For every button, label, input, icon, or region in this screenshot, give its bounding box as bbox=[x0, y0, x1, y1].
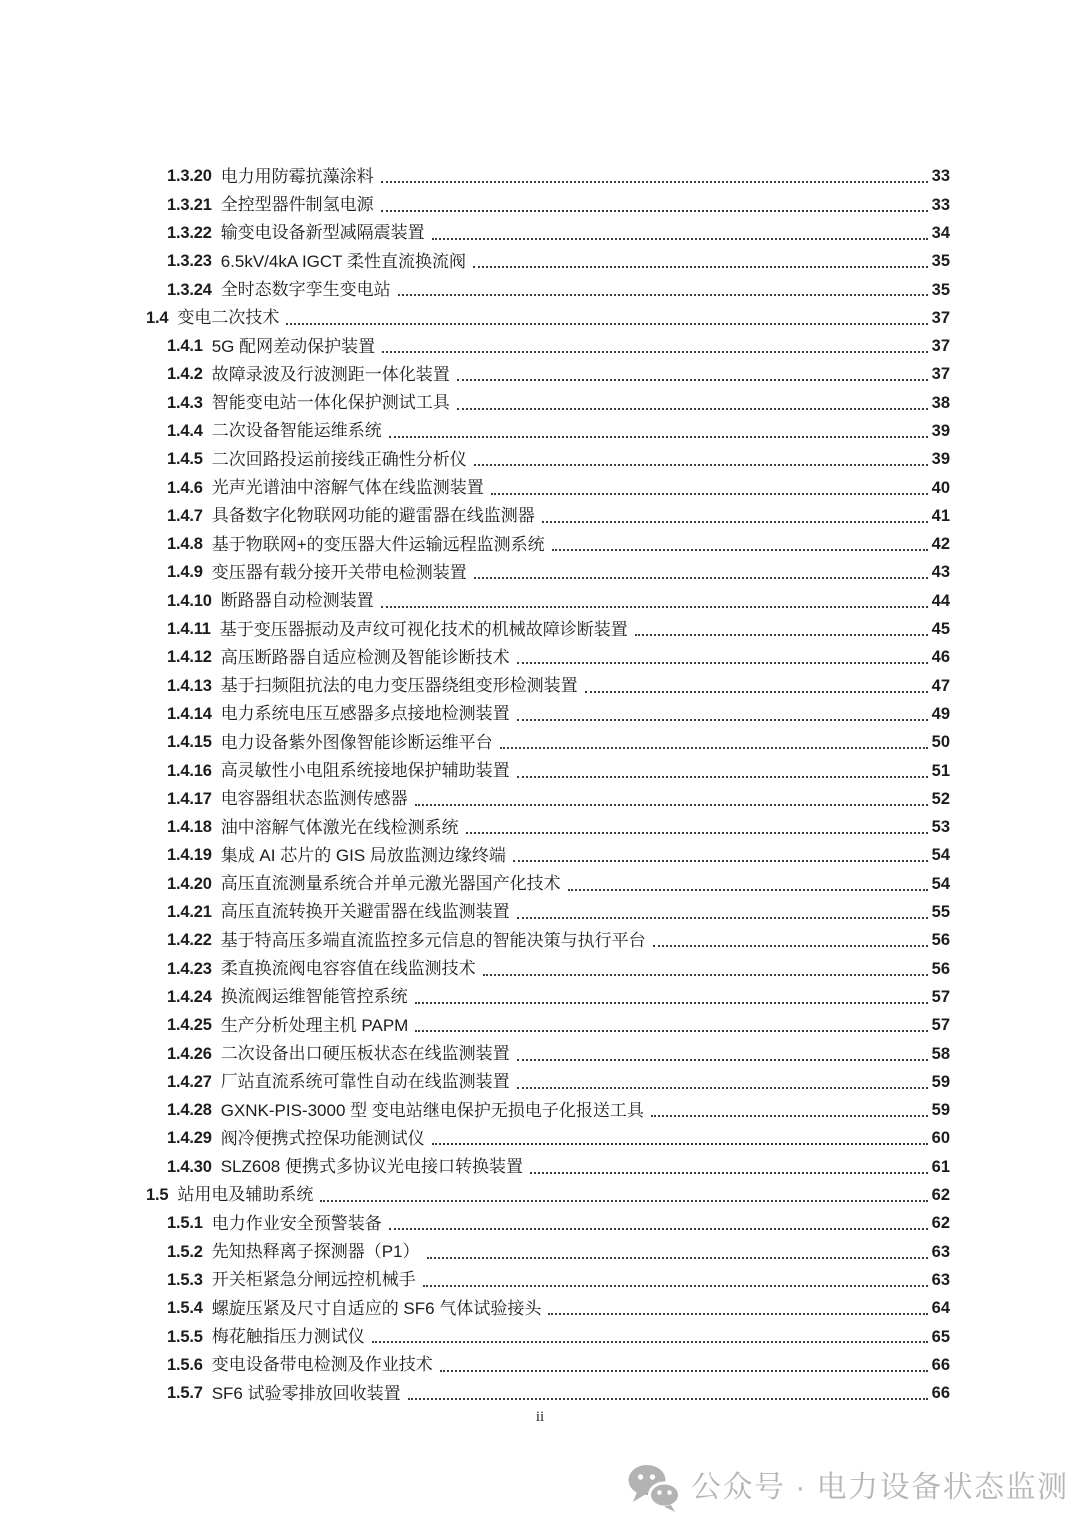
toc-entry bbox=[146, 299, 950, 327]
toc-entry-number: 1.5.3 bbox=[167, 1270, 203, 1289]
toc-entry-page: 53 bbox=[931, 818, 950, 837]
dot-leader bbox=[389, 436, 928, 438]
toc-entry-number: 1.4.17 bbox=[167, 789, 212, 808]
toc-entry-page: 57 bbox=[931, 1016, 950, 1035]
dot-leader bbox=[457, 408, 928, 410]
dot-leader bbox=[381, 606, 928, 608]
dot-leader bbox=[440, 1370, 928, 1372]
dot-leader bbox=[568, 889, 928, 891]
toc-entry-number: 1.4.14 bbox=[167, 704, 212, 723]
toc-entry-title: 二次设备出口硬压板状态在线监测装置 bbox=[220, 1043, 510, 1063]
toc-entry bbox=[146, 752, 950, 780]
dot-leader bbox=[513, 860, 928, 862]
dot-leader bbox=[415, 1030, 927, 1032]
toc-entry-title: 高压直流测量系统合并单元激光器国产化技术 bbox=[220, 874, 561, 894]
toc-entry-number: 1.4.13 bbox=[167, 676, 212, 695]
toc-entry-page: 64 bbox=[931, 1299, 950, 1318]
toc-entry-number: 1.3.21 bbox=[167, 195, 212, 214]
toc-entry bbox=[146, 667, 950, 695]
toc-entry bbox=[146, 243, 950, 271]
toc-entry-number: 1.4.11 bbox=[167, 620, 211, 639]
toc-entry-title: 输变电设备新型减隔震装置 bbox=[220, 223, 425, 243]
toc-entry-page: 56 bbox=[931, 931, 950, 950]
toc-entry-number: 1.4.18 bbox=[167, 818, 212, 837]
toc-entry-number: 1.3.24 bbox=[167, 280, 212, 299]
toc-entry-page: 52 bbox=[931, 789, 950, 808]
dot-leader bbox=[389, 1228, 928, 1230]
dot-leader bbox=[517, 719, 928, 721]
toc-entry bbox=[146, 413, 950, 441]
toc-entry bbox=[146, 498, 950, 526]
toc-entry bbox=[146, 1035, 950, 1063]
toc-entry-number: 1.4.7 bbox=[167, 506, 203, 525]
toc-entry-number: 1.4.29 bbox=[167, 1129, 212, 1148]
toc-entry-title: 二次回路投运前接线正确性分析仪 bbox=[211, 449, 467, 469]
dot-leader bbox=[423, 1285, 928, 1287]
toc-entry-number: 1.4.30 bbox=[167, 1157, 212, 1176]
toc-entry-number: 1.4.27 bbox=[167, 1072, 212, 1091]
dot-leader bbox=[500, 747, 928, 749]
toc-entry bbox=[146, 215, 950, 243]
table-of-contents bbox=[146, 158, 950, 1403]
toc-entry-page: 57 bbox=[931, 987, 950, 1006]
toc-entry bbox=[146, 441, 950, 469]
toc-entry-title: 集成 AI 芯片的 GIS 局放监测边缘终端 bbox=[220, 845, 506, 865]
dot-leader bbox=[432, 1143, 928, 1145]
toc-entry bbox=[146, 1120, 950, 1148]
toc-entry bbox=[146, 979, 950, 1007]
dot-leader bbox=[585, 691, 928, 693]
toc-entry-page: 54 bbox=[931, 846, 950, 865]
toc-entry-number: 1.4.20 bbox=[167, 874, 212, 893]
toc-entry-number: 1.4.10 bbox=[167, 591, 212, 610]
toc-entry-page: 62 bbox=[931, 1186, 950, 1205]
toc-entry-number: 1.5.7 bbox=[167, 1384, 203, 1403]
toc-entry-page: 59 bbox=[931, 1101, 950, 1120]
toc-entry-page: 35 bbox=[931, 252, 950, 271]
toc-entry-title: 电力设备紫外图像智能诊断运维平台 bbox=[220, 732, 493, 752]
toc-entry-number: 1.5.2 bbox=[167, 1242, 203, 1261]
toc-entry bbox=[146, 1064, 950, 1092]
toc-entry bbox=[146, 639, 950, 667]
toc-entry-number: 1.4.3 bbox=[167, 393, 203, 412]
toc-entry-page: 40 bbox=[931, 478, 950, 497]
toc-entry-number: 1.4.24 bbox=[167, 987, 212, 1006]
toc-entry bbox=[146, 1092, 950, 1120]
toc-entry-page: 63 bbox=[931, 1242, 950, 1261]
toc-entry-title: 站用电及辅助系统 bbox=[177, 1185, 314, 1205]
toc-entry bbox=[146, 865, 950, 893]
toc-entry-page: 38 bbox=[931, 393, 950, 412]
toc-entry-title: 断路器自动检测装置 bbox=[220, 591, 374, 611]
toc-entry bbox=[146, 1375, 950, 1403]
dot-leader bbox=[286, 323, 927, 325]
toc-entry-title: 螺旋压紧及尺寸自适应的 SF6 气体试验接头 bbox=[211, 1298, 542, 1318]
toc-entry-number: 1.4.4 bbox=[167, 422, 203, 440]
toc-entry-title: 高压断路器自适应检测及智能诊断技术 bbox=[220, 647, 510, 667]
toc-entry-title: 智能变电站一体化保护测试工具 bbox=[211, 393, 450, 413]
toc-entry-number: 1.4.1 bbox=[167, 337, 203, 356]
toc-entry-page: 61 bbox=[931, 1157, 950, 1176]
toc-entry-page: 39 bbox=[931, 422, 950, 440]
toc-entry-page: 66 bbox=[931, 1355, 950, 1374]
toc-entry-title: 先知热释离子探测器（P1） bbox=[211, 1242, 420, 1262]
toc-entry-title: 厂站直流系统可靠性自动在线监测装置 bbox=[220, 1072, 510, 1092]
toc-entry-title: 5G 配网差动保护装置 bbox=[211, 336, 376, 356]
toc-entry-title: 高压直流转换开关避雷器在线监测装置 bbox=[220, 902, 510, 922]
toc-entry-page: 39 bbox=[931, 450, 950, 469]
dot-leader bbox=[427, 1257, 928, 1259]
dot-leader bbox=[635, 634, 928, 636]
toc-entry-page: 42 bbox=[931, 535, 950, 554]
toc-entry-page: 37 bbox=[931, 365, 950, 384]
toc-entry bbox=[146, 356, 950, 384]
dot-leader bbox=[408, 1398, 928, 1400]
toc-entry bbox=[146, 894, 950, 922]
toc-entry-page: 37 bbox=[931, 308, 950, 327]
dot-leader bbox=[466, 832, 928, 834]
toc-entry bbox=[146, 1346, 950, 1374]
toc-entry bbox=[146, 1148, 950, 1176]
dot-leader bbox=[415, 804, 928, 806]
toc-entry-page: 62 bbox=[931, 1214, 950, 1233]
toc-entry-number: 1.4.26 bbox=[167, 1044, 212, 1063]
toc-entry-number: 1.5.5 bbox=[167, 1327, 203, 1346]
dot-leader bbox=[372, 1341, 928, 1343]
dot-leader bbox=[542, 521, 928, 523]
toc-entry-title: GXNK-PIS-3000 型 变电站继电保护无损电子化报送工具 bbox=[220, 1100, 644, 1120]
toc-entry-title: 具备数字化物联网功能的避雷器在线监测器 bbox=[211, 506, 535, 526]
toc-entry-number: 1.4.25 bbox=[167, 1016, 212, 1035]
toc-entry-title: 变电设备带电检测及作业技术 bbox=[211, 1355, 433, 1375]
dot-leader bbox=[552, 549, 928, 551]
toc-entry-title: 电力系统电压互感器多点接地检测装置 bbox=[220, 704, 510, 724]
toc-entry-number: 1.5.6 bbox=[167, 1355, 203, 1374]
toc-entry-page: 34 bbox=[931, 223, 950, 242]
dot-leader bbox=[530, 1172, 928, 1174]
toc-entry-title: 基于特高压多端直流监控多元信息的智能决策与执行平台 bbox=[220, 930, 646, 950]
toc-entry-title: 基于扫频阻抗法的电力变压器绕组变形检测装置 bbox=[220, 676, 578, 696]
dot-leader bbox=[473, 266, 928, 268]
toc-entry-title: SF6 试验零排放回收装置 bbox=[211, 1383, 401, 1403]
toc-entry-page: 44 bbox=[931, 591, 950, 610]
toc-entry bbox=[146, 582, 950, 610]
toc-entry bbox=[146, 950, 950, 978]
dot-leader bbox=[517, 1059, 928, 1061]
toc-entry bbox=[146, 271, 950, 299]
toc-entry-title: SLZ608 便携式多协议光电接口转换装置 bbox=[220, 1157, 523, 1177]
toc-entry-page: 54 bbox=[931, 874, 950, 893]
dot-leader bbox=[517, 1087, 928, 1089]
toc-entry-number: 1.4.23 bbox=[167, 959, 212, 978]
toc-entry-page: 37 bbox=[931, 337, 950, 356]
toc-entry bbox=[146, 1262, 950, 1290]
dot-leader bbox=[517, 662, 928, 664]
toc-entry-title: 开关柜紧急分闸远控机械手 bbox=[211, 1270, 416, 1290]
toc-entry-page: 60 bbox=[931, 1129, 950, 1148]
toc-entry-number: 1.5 bbox=[146, 1186, 169, 1205]
toc-entry-page: 49 bbox=[931, 704, 950, 723]
dot-leader bbox=[398, 294, 928, 296]
toc-entry bbox=[146, 837, 950, 865]
dot-leader bbox=[491, 493, 928, 495]
toc-entry bbox=[146, 696, 950, 724]
watermark bbox=[628, 1464, 1069, 1512]
toc-entry-number: 1.4.2 bbox=[167, 365, 203, 384]
toc-entry-number: 1.4.12 bbox=[167, 648, 212, 667]
toc-entry-title: 故障录波及行波测距一体化装置 bbox=[211, 364, 450, 384]
dot-leader bbox=[474, 577, 928, 579]
toc-entry bbox=[146, 526, 950, 554]
dot-leader bbox=[517, 776, 928, 778]
toc-entry-number: 1.3.22 bbox=[167, 223, 212, 242]
toc-entry bbox=[146, 554, 950, 582]
toc-entry-title: 电力作业安全预警装备 bbox=[211, 1213, 382, 1233]
toc-entry bbox=[146, 1007, 950, 1035]
toc-entry bbox=[146, 469, 950, 497]
toc-entry-title: 全时态数字孪生变电站 bbox=[220, 279, 391, 299]
toc-entry bbox=[146, 1177, 950, 1205]
toc-entry-title: 基于变压器振动及声纹可视化技术的机械故障诊断装置 bbox=[219, 619, 628, 639]
toc-entry bbox=[146, 384, 950, 412]
toc-entry-title: 变电二次技术 bbox=[177, 308, 280, 328]
toc-entry-page: 35 bbox=[931, 280, 950, 299]
toc-entry-title: 电容器组状态监测传感器 bbox=[220, 789, 408, 809]
toc-entry-title: 全控型器件制氢电源 bbox=[220, 195, 374, 215]
watermark-text: 公众号 · 电力设备状态监测 bbox=[691, 1471, 1069, 1504]
toc-entry-page: 59 bbox=[931, 1072, 950, 1091]
toc-entry-title: 换流阀运维智能管控系统 bbox=[220, 987, 408, 1007]
toc-entry-title: 电力用防霉抗藻涂料 bbox=[220, 166, 374, 186]
toc-entry bbox=[146, 1290, 950, 1318]
dot-leader bbox=[415, 1002, 928, 1004]
toc-entry bbox=[146, 1233, 950, 1261]
toc-entry-page: 63 bbox=[931, 1270, 950, 1289]
toc-entry-number: 1.4.16 bbox=[167, 761, 212, 780]
toc-entry-page: 46 bbox=[931, 648, 950, 667]
toc-entry bbox=[146, 611, 950, 639]
toc-entry-page: 45 bbox=[931, 620, 950, 639]
toc-entry-number: 1.4.21 bbox=[167, 903, 212, 922]
dot-leader bbox=[651, 1115, 928, 1117]
toc-entry-page: 66 bbox=[931, 1384, 950, 1403]
toc-entry-page: 47 bbox=[931, 676, 950, 695]
toc-entry-number: 1.4.9 bbox=[167, 563, 203, 582]
toc-entry-page: 43 bbox=[931, 563, 950, 582]
toc-entry-number: 1.4.19 bbox=[167, 846, 212, 865]
dot-leader bbox=[457, 379, 928, 381]
dot-leader bbox=[381, 210, 928, 212]
toc-entry-number: 1.4.6 bbox=[167, 478, 203, 497]
toc-entry-title: 6.5kV/4kA IGCT 柔性直流换流阀 bbox=[220, 251, 466, 271]
toc-entry-page: 51 bbox=[931, 761, 950, 780]
toc-entry-number: 1.4.22 bbox=[167, 931, 212, 950]
toc-entry-page: 65 bbox=[931, 1327, 950, 1346]
dot-leader bbox=[432, 238, 928, 240]
toc-entry-title: 光声光谱油中溶解气体在线监测装置 bbox=[211, 478, 484, 498]
dot-leader bbox=[474, 464, 928, 466]
toc-entry-title: 梅花触指压力测试仪 bbox=[211, 1326, 365, 1346]
dot-leader bbox=[548, 1313, 927, 1315]
dot-leader bbox=[382, 351, 928, 353]
toc-entry-page: 56 bbox=[931, 959, 950, 978]
toc-entry-number: 1.5.1 bbox=[167, 1214, 203, 1233]
toc-entry bbox=[146, 158, 950, 186]
toc-entry bbox=[146, 1318, 950, 1346]
toc-entry-title: 基于物联网+的变压器大件运输远程监测系统 bbox=[211, 534, 545, 554]
toc-entry bbox=[146, 781, 950, 809]
toc-entry bbox=[146, 1205, 950, 1233]
toc-entry bbox=[146, 186, 950, 214]
toc-entry-title: 变压器有载分接开关带电检测装置 bbox=[211, 562, 467, 582]
toc-entry-number: 1.4.8 bbox=[167, 535, 203, 554]
wechat-icon bbox=[628, 1464, 680, 1512]
toc-entry-page: 55 bbox=[931, 903, 950, 922]
dot-leader bbox=[381, 181, 928, 183]
toc-entry bbox=[146, 328, 950, 356]
dot-leader bbox=[653, 945, 928, 947]
toc-entry-number: 1.4.28 bbox=[167, 1101, 212, 1120]
toc-entry-title: 生产分析处理主机 PAPM bbox=[220, 1015, 409, 1035]
dot-leader bbox=[320, 1200, 927, 1202]
toc-entry-page: 58 bbox=[931, 1044, 950, 1063]
dot-leader bbox=[517, 917, 928, 919]
toc-entry-number: 1.4 bbox=[146, 308, 169, 327]
toc-entry-page: 50 bbox=[931, 733, 950, 752]
toc-entry bbox=[146, 922, 950, 950]
toc-entry-number: 1.3.20 bbox=[167, 167, 212, 186]
toc-entry-number: 1.5.4 bbox=[167, 1299, 203, 1318]
toc-entry-number: 1.4.5 bbox=[167, 450, 203, 469]
toc-entry-page: 33 bbox=[931, 167, 950, 186]
toc-entry-page: 41 bbox=[931, 506, 950, 525]
page-number: ii bbox=[535, 1409, 545, 1425]
toc-entry-number: 1.3.23 bbox=[167, 252, 212, 271]
toc-entry-number: 1.4.15 bbox=[167, 733, 212, 752]
toc-entry bbox=[146, 809, 950, 837]
toc-entry-title: 高灵敏性小电阻系统接地保护辅助装置 bbox=[220, 760, 510, 780]
toc-entry-title: 柔直换流阀电容容值在线监测技术 bbox=[220, 959, 476, 979]
dot-leader bbox=[483, 974, 928, 976]
toc-entry-title: 二次设备智能运维系统 bbox=[211, 421, 382, 441]
toc-entry-title: 阀冷便携式控保功能测试仪 bbox=[220, 1128, 425, 1148]
toc-entry-title: 油中溶解气体激光在线检测系统 bbox=[220, 817, 459, 837]
toc-entry bbox=[146, 724, 950, 752]
toc-entry-page: 33 bbox=[931, 195, 950, 214]
